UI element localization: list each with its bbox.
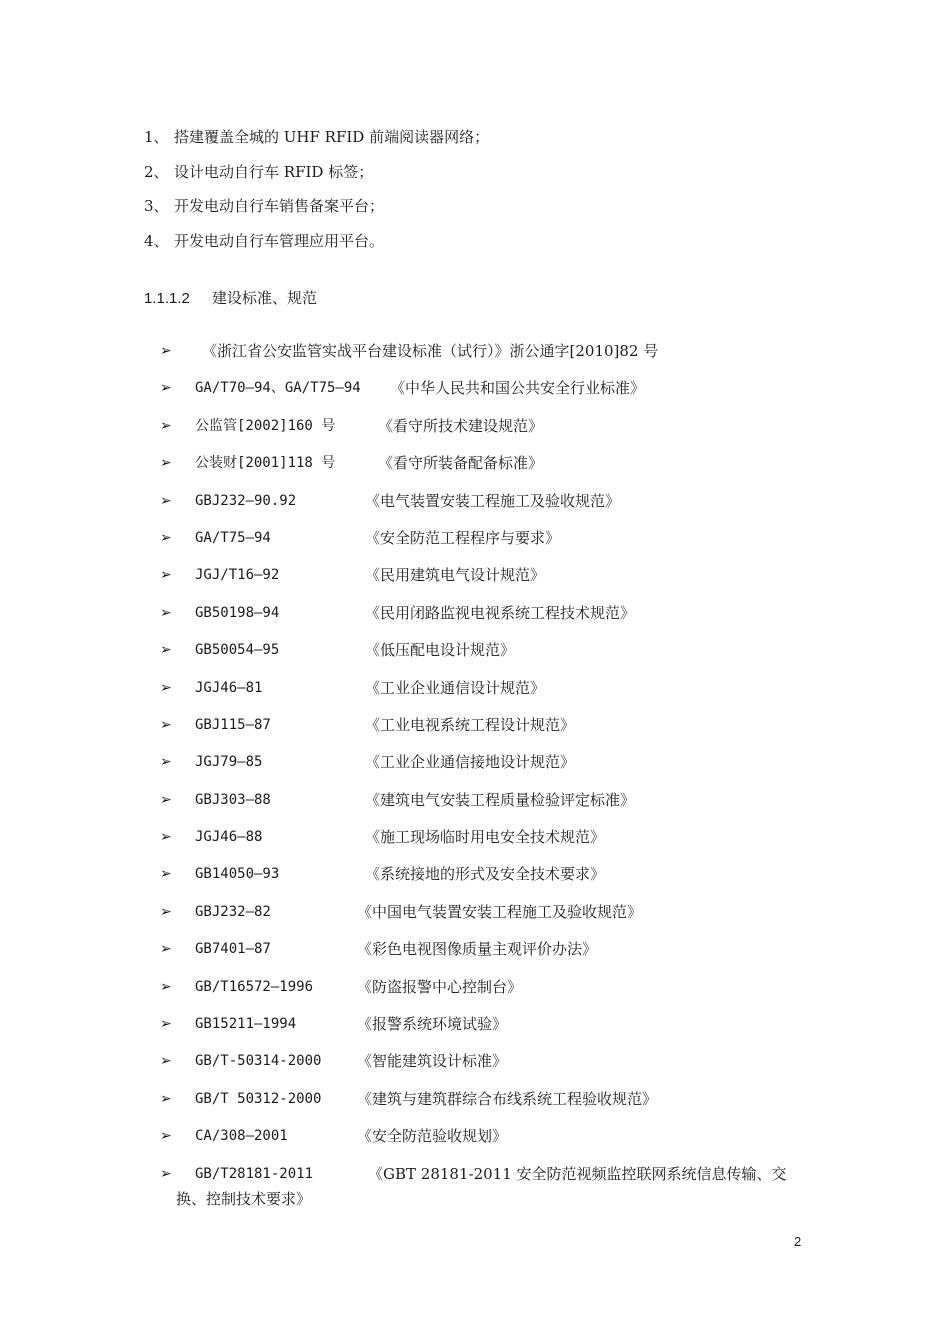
standard-item [160, 415, 820, 452]
standard-code: GB7401—87 [195, 941, 271, 958]
standard-title: 《民用建筑电气设计规范》 [365, 566, 546, 585]
standard-code: GBJ232—90.92 [195, 492, 297, 509]
arrow-bullet-icon: ➢ [160, 679, 172, 696]
arrow-bullet-icon: ➢ [160, 754, 172, 771]
section-title: 建设标准、规范 [212, 290, 318, 307]
standard-item [160, 1088, 820, 1125]
standard-title: 《工业电视系统工程设计规范》 [365, 715, 576, 734]
standard-title: 《电气装置安装工程施工及验收规范》 [365, 491, 621, 510]
standard-code: GB/T 50312-2000 [195, 1090, 322, 1107]
arrow-bullet-icon: ➢ [160, 380, 172, 397]
standard-title: 《建筑与建筑群综合布线系统工程验收规范》 [357, 1089, 658, 1108]
section-number: 1.1.1.2 [144, 290, 190, 307]
item-number: 4、 [144, 231, 169, 250]
standard-title: 《报警系统环境试验》 [357, 1015, 508, 1034]
standard-item [160, 938, 820, 975]
standard-item [160, 1163, 820, 1223]
standard-title: 《工业企业通信接地设计规范》 [365, 753, 576, 772]
arrow-bullet-icon: ➢ [160, 642, 172, 659]
standard-title: 《安全防范验收规划》 [357, 1127, 508, 1146]
standard-code: 公装财[2001]118 号 [195, 455, 336, 472]
arrow-bullet-icon: ➢ [160, 567, 172, 584]
arrow-bullet-icon: ➢ [160, 1090, 172, 1107]
standard-title: 《工业企业通信设计规范》 [365, 678, 546, 697]
standard-code: JGJ/T16—92 [195, 567, 280, 584]
item-text: 开发电动自行车销售备案平台； [174, 197, 385, 215]
standard-title: 《系统接地的形式及安全技术要求》 [365, 865, 606, 884]
standard-title: 《中华人民共和国公共安全行业标准》 [390, 379, 646, 398]
item-number: 2、 [144, 162, 169, 181]
item-number: 3、 [144, 197, 169, 215]
arrow-bullet-icon: ➢ [160, 604, 172, 621]
standard-code: GB15211—1994 [195, 1016, 297, 1033]
item-text: 搭建覆盖全城的 UHF RFID 前端阅读器网络； [174, 128, 490, 146]
standard-title: 《GBT 28181-2011 安全防范视频监控联网系统信息传输、交 [368, 1164, 787, 1183]
standard-item [160, 340, 820, 377]
standard-code: 公监管[2002]160 号 [195, 417, 336, 434]
numbered-item [144, 161, 489, 196]
standard-item [160, 901, 820, 938]
standard-title: 《防盗报警中心控制台》 [357, 977, 523, 996]
standard-item [160, 789, 820, 826]
item-number: 1、 [144, 128, 169, 146]
standard-title: 《民用闭路监视电视系统工程技术规范》 [365, 603, 636, 622]
standard-code: JGJ79—85 [195, 754, 263, 771]
standard-title: 《看守所技术建设规范》 [378, 416, 544, 435]
standard-item [160, 602, 820, 639]
arrow-bullet-icon: ➢ [160, 941, 172, 958]
standard-code: GB14050—93 [195, 866, 280, 883]
arrow-bullet-icon: ➢ [160, 791, 172, 808]
numbered-item [144, 195, 489, 230]
standard-code: GB/T-50314-2000 [195, 1053, 322, 1070]
standard-title: 《低压配电设计规范》 [365, 641, 516, 660]
arrow-bullet-icon: ➢ [160, 417, 172, 434]
numbered-item [144, 126, 489, 161]
standard-item [160, 863, 820, 900]
arrow-bullet-icon: ➢ [160, 978, 172, 995]
numbered-item [144, 230, 489, 265]
arrow-bullet-icon: ➢ [160, 1053, 172, 1070]
standard-code: GB50198—94 [195, 604, 280, 621]
standard-title: 《中国电气装置安装工程施工及验收规范》 [357, 902, 643, 921]
standard-item [160, 1013, 820, 1050]
arrow-bullet-icon: ➢ [160, 343, 172, 359]
standards-list [160, 340, 820, 1223]
standard-code: GBJ232—82 [195, 903, 271, 920]
standard-item [160, 527, 820, 564]
arrow-bullet-icon: ➢ [160, 529, 172, 546]
item-text: 设计电动自行车 RFID 标签； [174, 162, 374, 181]
standard-item [160, 452, 820, 489]
standard-item [160, 377, 820, 414]
standard-item [160, 677, 820, 714]
standard-item [160, 1125, 820, 1162]
standard-item [160, 639, 820, 676]
standard-title: 《安全防范工程程序与要求》 [365, 528, 561, 547]
standard-code: GBJ115—87 [195, 716, 271, 733]
standard-title: 《浙江省公安监管实战平台建设标准（试行）》浙公通字[2010]82 号 [202, 342, 659, 360]
standard-code: JGJ46—81 [195, 679, 263, 696]
arrow-bullet-icon: ➢ [160, 866, 172, 883]
standard-code: GBJ303—88 [195, 791, 271, 808]
standard-item [160, 714, 820, 751]
item-text: 开发电动自行车管理应用平台。 [174, 231, 385, 250]
section-heading [144, 287, 317, 308]
standard-item [160, 1050, 820, 1087]
standard-code: GB/T16572—1996 [195, 978, 314, 995]
standard-title: 《建筑电气安装工程质量检验评定标准》 [365, 790, 636, 809]
arrow-bullet-icon: ➢ [160, 1128, 172, 1145]
arrow-bullet-icon: ➢ [160, 903, 172, 920]
arrow-bullet-icon: ➢ [160, 455, 172, 472]
arrow-bullet-icon: ➢ [160, 1165, 172, 1182]
arrow-bullet-icon: ➢ [160, 829, 172, 846]
standard-title-continued: 换、控制技术要求》 [176, 1189, 312, 1208]
arrow-bullet-icon: ➢ [160, 716, 172, 733]
standard-item [160, 826, 820, 863]
numbered-list [144, 126, 489, 264]
standard-item [160, 490, 820, 527]
arrow-bullet-icon: ➢ [160, 492, 172, 509]
standard-code: GB50054—95 [195, 642, 280, 659]
standard-item [160, 976, 820, 1013]
standard-title: 《彩色电视图像质量主观评价办法》 [357, 940, 598, 959]
standard-title: 《看守所装备配备标准》 [378, 454, 544, 473]
arrow-bullet-icon: ➢ [160, 1016, 172, 1033]
standard-title: 《施工现场临时用电安全技术规范》 [365, 828, 606, 847]
standard-code: GB/T28181-2011 [195, 1165, 314, 1182]
standard-code: CA/308—2001 [195, 1128, 288, 1145]
standard-code: JGJ46—88 [195, 829, 263, 846]
standard-code: GA/T75—94 [195, 529, 271, 546]
standard-item [160, 564, 820, 601]
page-number: 2 [794, 1234, 802, 1249]
standard-title: 《智能建筑设计标准》 [357, 1052, 508, 1071]
standard-code: GA/T70—94、GA/T75—94 [195, 380, 361, 397]
standard-item [160, 751, 820, 788]
